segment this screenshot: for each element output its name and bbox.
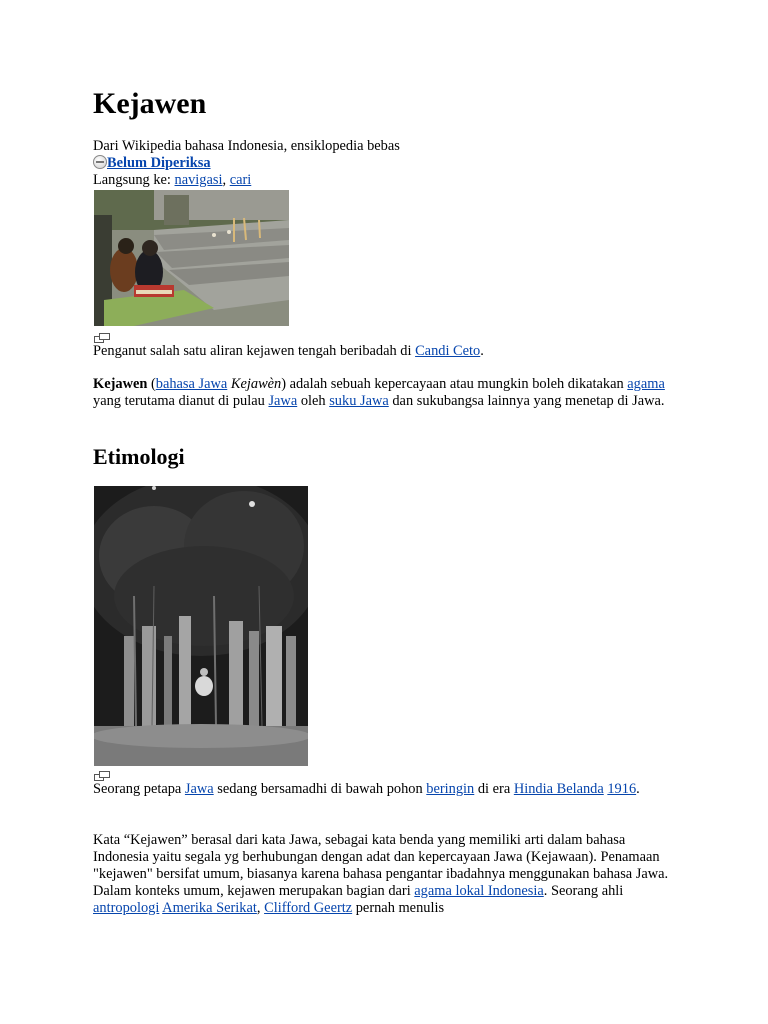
beringin-link[interactable]: beringin <box>426 781 475 797</box>
clifford-geertz-link[interactable]: Clifford Geertz <box>264 900 353 916</box>
bahasa-jawa-link[interactable]: bahasa Jawa <box>155 376 228 392</box>
jump-prefix: Langsung ke: <box>93 172 175 188</box>
caption2-text-3: di era <box>474 781 514 797</box>
review-status-link[interactable]: Belum Diperiksa <box>107 155 211 171</box>
jawa-link[interactable]: Jawa <box>184 781 214 797</box>
enlarge-icon[interactable] <box>94 771 110 781</box>
figure-candi-ceto-image[interactable] <box>94 190 289 326</box>
banyan-photo <box>94 486 308 766</box>
suku-jawa-link[interactable]: suku Jawa <box>329 393 389 409</box>
etymology-text-4: , <box>256 900 265 916</box>
jump-navigation-link[interactable]: navigasi <box>174 172 223 188</box>
worship-photo <box>94 190 289 326</box>
agama-lokal-link[interactable]: agama lokal Indonesia <box>414 883 544 899</box>
jump-links <box>93 172 251 189</box>
unreviewed-icon <box>93 155 107 169</box>
etymology-paragraph <box>93 832 673 917</box>
etymology-text-5: pernah menulis <box>352 900 445 916</box>
site-subtitle: Dari Wikipedia bahasa Indonesia, ensiklopedia bebas <box>93 138 400 154</box>
intro-text-1: ( <box>147 376 156 392</box>
intro-text-4: yang terutama dianut di pulau <box>93 393 269 409</box>
figure-caption <box>93 343 484 360</box>
section-heading-etimologi: Etimologi <box>93 444 185 469</box>
amerika-serikat-link[interactable]: Amerika Serikat <box>162 900 257 916</box>
etymology-text-1: Kata “Kejawen” berasal dari kata Jawa, sebagai kata benda yang memiliki arti dalam bahasa Indonesia yaitu segala yg berhubungan dengan adat dan kepercayaan Jawa (Kejawaan). Penamaan "kejawen" bersifat umum, biasanya karena bahasa pengantar ibadahnya menggunakan bahasa Jawa. Dalam konteks umum, kejawen merupakan bagian dari <box>93 832 669 899</box>
jump-separator: , <box>222 172 230 188</box>
antropologi-link[interactable]: antropologi <box>93 900 160 916</box>
figure-banyan-image[interactable] <box>94 486 308 766</box>
caption2-text-2: sedang bersamadhi di bawah pohon <box>213 781 427 797</box>
term-kejawen: Kejawen <box>93 376 148 392</box>
enlarge-icon[interactable] <box>94 333 110 343</box>
candi-ceto-link[interactable]: Candi Ceto <box>415 343 481 359</box>
caption-text: Penganut salah satu aliran kejawen tengah beribadah di <box>93 343 416 359</box>
caption2-text-1: Seorang petapa <box>93 781 185 797</box>
jump-search-link[interactable]: cari <box>229 172 252 188</box>
etymology-text-2: . Seorang ahli <box>543 883 624 899</box>
page-title: Kejawen <box>93 87 207 120</box>
review-status[interactable] <box>93 155 211 172</box>
term-kejawen-javanese: Kejawèn <box>230 376 282 392</box>
intro-text-5: oleh <box>297 393 330 409</box>
jawa-link[interactable]: Jawa <box>268 393 298 409</box>
caption-end: . <box>480 343 484 359</box>
year-1916-link[interactable]: 1916 <box>607 781 637 797</box>
agama-link[interactable]: agama <box>627 376 665 392</box>
caption2-text-5: . <box>636 781 640 797</box>
intro-text-3: ) adalah sebuah kepercayaan atau mungkin boleh dikatakan <box>281 376 628 392</box>
hindia-belanda-link[interactable]: Hindia Belanda <box>513 781 604 797</box>
intro-text-6: dan sukubangsa lainnya yang menetap di Jawa. <box>388 393 665 409</box>
intro-paragraph <box>93 376 673 410</box>
figure2-caption <box>93 781 673 798</box>
